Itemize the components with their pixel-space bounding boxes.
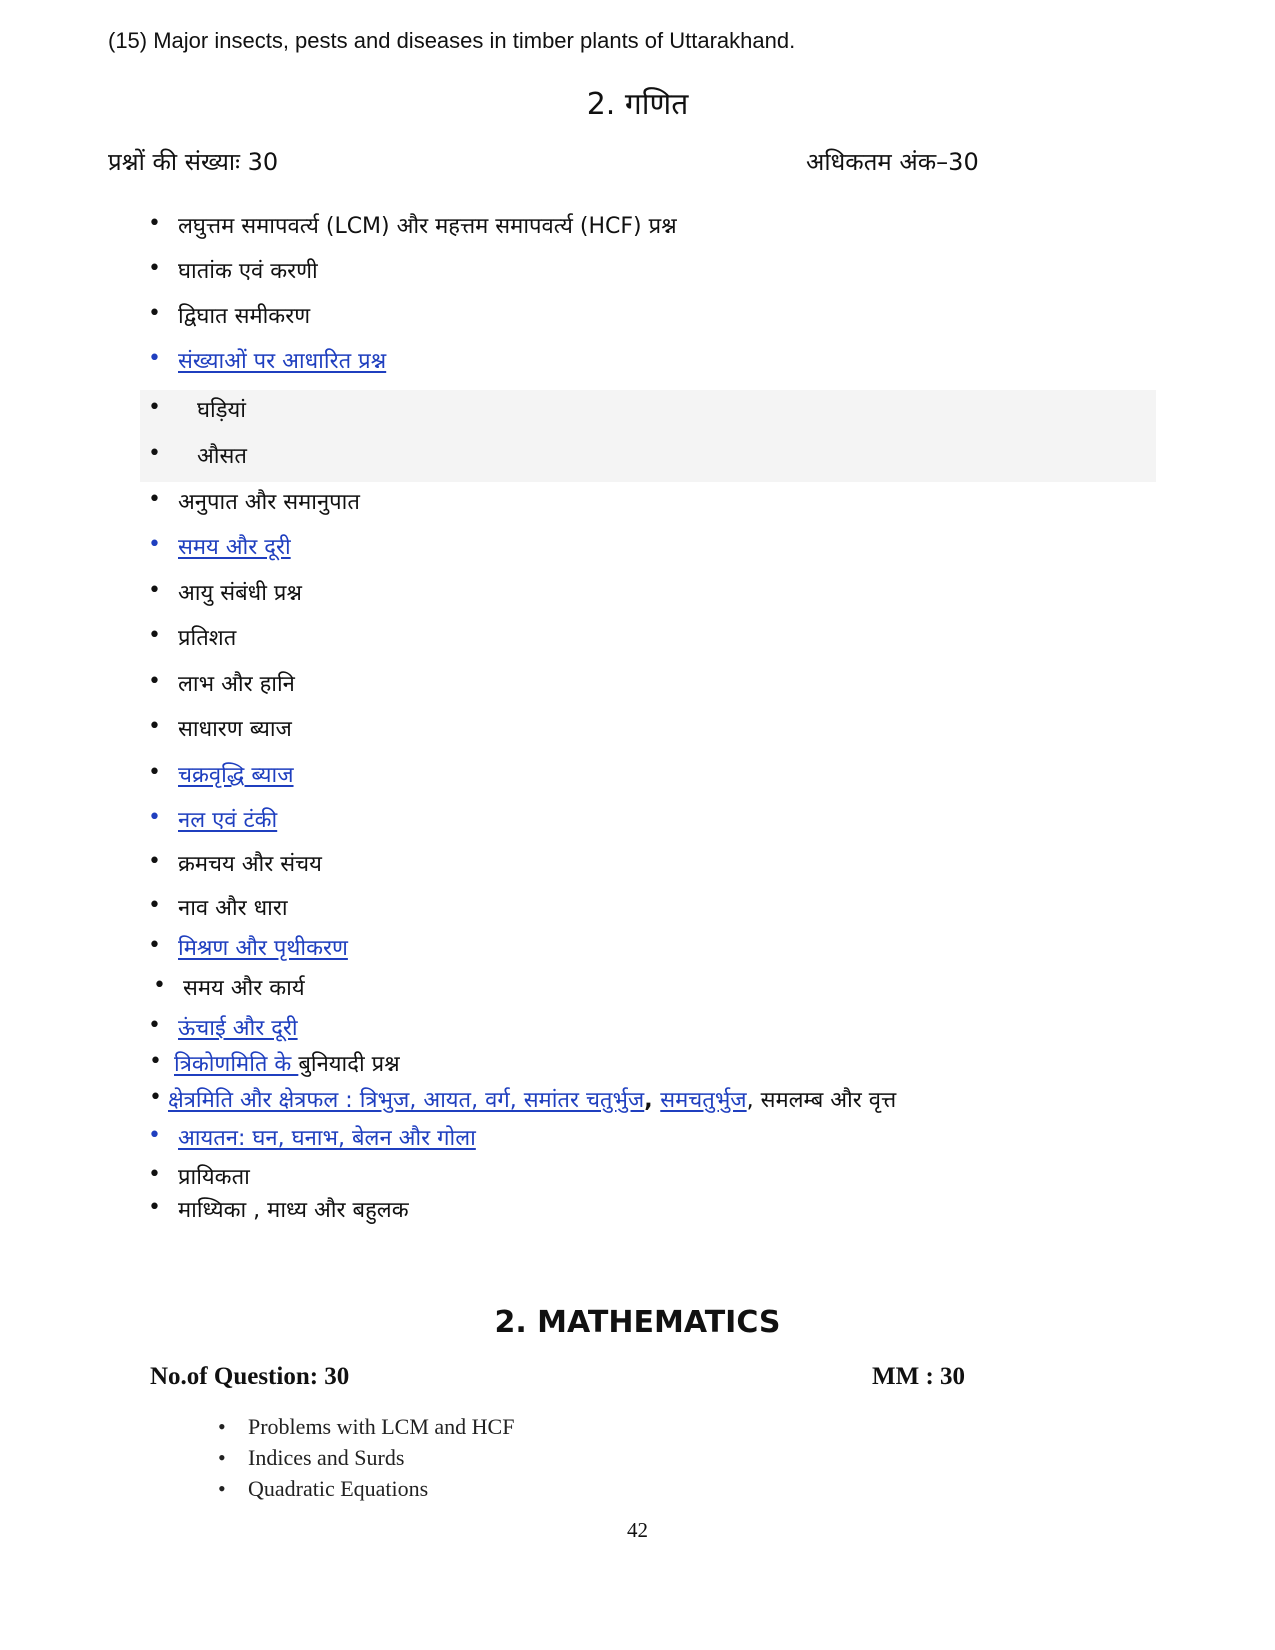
english-section-title: 2. MATHEMATICS [494,1305,781,1340]
bullet-icon: • [149,1049,162,1074]
list-item: • त्रिकोणमिति के बुनियादी प्रश्न [149,1049,400,1077]
bullet-icon: • [148,933,161,958]
bullet-icon: • [148,714,161,739]
list-item: • प्रतिशत [148,623,237,651]
bullet-icon: • [148,395,161,420]
hindi-max-marks: अधिकतम अंक–30 [806,148,979,176]
bullet-icon: • [218,1445,226,1470]
bullet-icon: • [148,893,161,918]
hindi-section-title: 2. गणित [586,87,689,122]
bullet-icon: • [148,1195,161,1220]
bullet-icon: • [148,849,161,874]
list-item: • Quadratic Equations [218,1476,429,1501]
list-item: • क्षेत्रमिति और क्षेत्रफल : त्रिभुज, आयत, वर्ग, समांतर चतुर्भुज, समचतुर्भुज, समलम्ब और वृत्त [149,1085,897,1113]
list-item-link[interactable]: • आयतन: घन, घनाभ, बेलन और गोला [148,1123,476,1151]
list-item-link[interactable]: • नल एवं टंकी [148,805,278,833]
list-item: • समय और कार्य [153,973,305,1001]
bullet-icon: • [218,1476,226,1501]
list-item: • आयु संबंधी प्रश्न [148,578,302,606]
bullet-icon: • [148,669,161,694]
bullet-icon: • [218,1414,226,1439]
list-item-link[interactable]: • समय और दूरी [148,532,291,560]
bullet-icon: • [148,256,161,281]
list-item: • औसत [148,441,247,469]
list-item-link[interactable]: • संख्याओं पर आधारित प्रश्न [148,346,387,374]
bullet-icon: • [148,301,161,326]
hindi-question-count: प्रश्नों की संख्याः 30 [108,148,279,176]
bullet-icon: • [148,211,161,236]
bullet-icon: • [148,1123,161,1148]
english-question-count: No.of Question: 30 [150,1363,350,1390]
bullet-icon: • [148,1162,161,1187]
bullet-icon: • [149,1085,162,1110]
page-number: 42 [627,1518,648,1542]
list-item: • घातांक एवं करणी [148,256,318,284]
bullet-icon: • [148,760,161,785]
english-max-marks: MM : 30 [872,1363,966,1390]
list-item: • अनुपात और समानुपात [148,487,360,515]
bullet-icon: • [148,578,161,603]
bullet-icon: • [148,441,161,466]
list-item: • घड़ियां [148,395,246,423]
bullet-icon: • [148,532,161,557]
bullet-icon: • [153,973,166,998]
list-item: • साधारण ब्याज [148,714,292,742]
list-item: • प्रायिकता [148,1162,250,1190]
list-item: • Problems with LCM and HCF [218,1414,515,1439]
bullet-icon: • [148,805,161,830]
list-item: • क्रमचय और संचय [148,849,322,877]
highlight-band [140,390,1156,482]
list-item: • लघुत्तम समापवर्त्य (LCM) और महत्तम समापवर्त्य (HCF) प्रश्न [148,211,677,239]
bullet-icon: • [148,1013,161,1038]
bullet-icon: • [148,623,161,648]
list-item-link[interactable]: • ऊंचाई और दूरी [148,1013,298,1041]
bullet-icon: • [148,346,161,371]
list-item-link[interactable]: • मिश्रण और पृथीकरण [148,933,348,961]
list-item: • Indices and Surds [218,1445,405,1470]
list-item: • नाव और धारा [148,893,288,921]
list-item: • लाभ और हानि [148,669,295,697]
previous-section-last-item: (15) Major insects, pests and diseases in timber plants of Uttarakhand. [108,28,796,53]
bullet-icon: • [148,487,161,512]
list-item: • माध्यिका , माध्य और बहुलक [148,1195,409,1223]
list-item-link[interactable]: • चक्रवृद्धि ब्याज [148,760,294,788]
list-item: • द्विघात समीकरण [148,301,311,329]
